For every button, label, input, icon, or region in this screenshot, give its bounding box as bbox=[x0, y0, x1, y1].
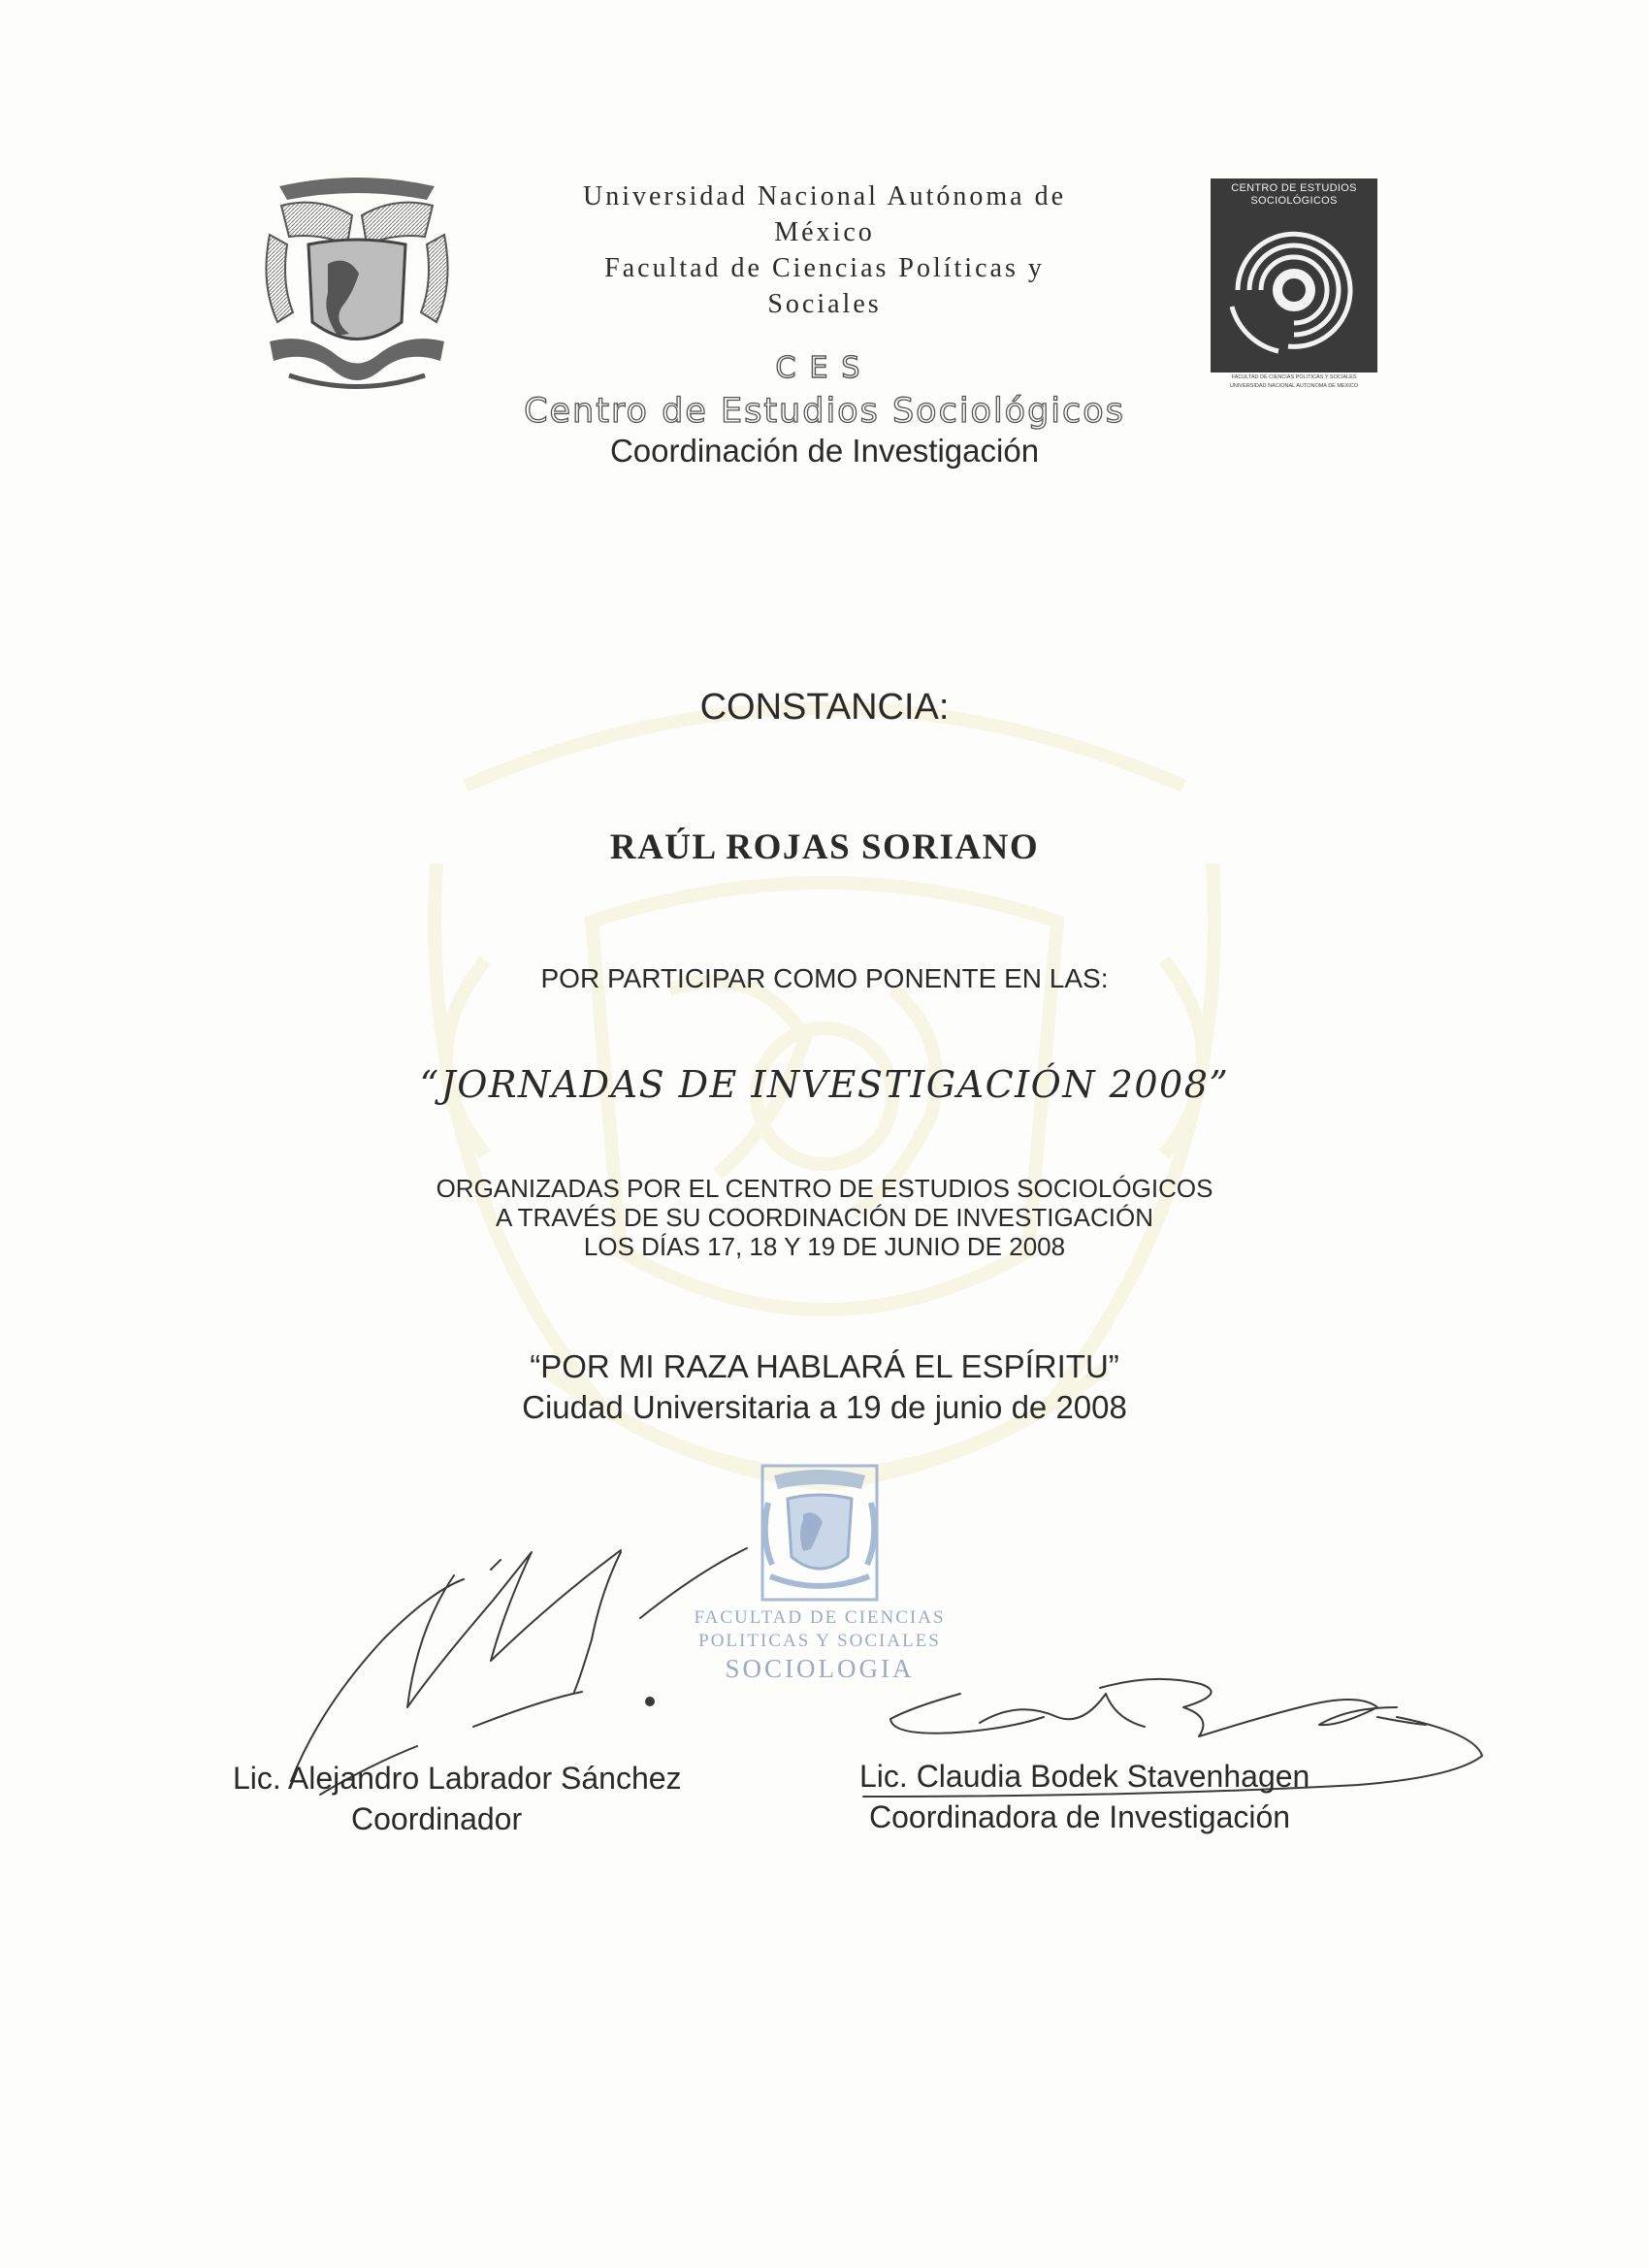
organized-line-2: A TRAVÉS DE SU COORDINACIÓN DE INVESTIGACIÓN bbox=[495, 1203, 1154, 1232]
signature-1-stroke-b bbox=[407, 1550, 621, 1707]
stamp-line-3: SOCIOLOGIA bbox=[725, 1654, 915, 1683]
signature-1-stroke-c bbox=[574, 1552, 621, 1692]
ces-rings-icon bbox=[1211, 178, 1377, 373]
signature-1-stroke-f bbox=[473, 1692, 582, 1727]
signatory-2-role: Coordinadora de Investigación bbox=[869, 1799, 1291, 1834]
coordination-title: Coordinación de Investigación bbox=[609, 433, 1040, 469]
header-line-3: Facultad de Ciencias Políticas y bbox=[604, 253, 1045, 283]
place-and-date: Ciudad Universitaria a 19 de junio de 2008 bbox=[522, 1389, 1127, 1425]
faculty-stamp bbox=[669, 1460, 970, 1693]
ces-logo-fine-2: UNIVERSIDAD NACIONAL AUTÓNOMA DE MÉXICO bbox=[1229, 383, 1359, 389]
signature-1-tick bbox=[491, 1560, 501, 1570]
event-name: “JORNADAS DE INVESTIGACIÓN 2008” bbox=[419, 1063, 1230, 1106]
recipient-name: RAÚL ROJAS SORIANO bbox=[609, 827, 1040, 867]
organized-line-3: LOS DÍAS 17, 18 Y 19 DE JUNIO DE 2008 bbox=[583, 1232, 1066, 1261]
stamp-line-2: POLITICAS Y SOCIALES bbox=[698, 1631, 941, 1651]
certificate-title: CONSTANCIA: bbox=[699, 687, 950, 728]
organized-line-1: ORGANIZADAS POR EL CENTRO DE ESTUDIOS SOCIOLÓGICOS bbox=[436, 1174, 1213, 1203]
signatory-1-role: Coordinador bbox=[351, 1801, 523, 1836]
institution-header bbox=[485, 178, 1164, 322]
ces-abbreviation: CES bbox=[775, 351, 874, 385]
participation-text: POR PARTICIPAR COMO PONENTE EN LAS: bbox=[540, 963, 1109, 993]
ces-logo bbox=[1211, 178, 1377, 402]
header-line-2: México bbox=[774, 217, 875, 247]
signatory-1-name: Lic. Alejandro Labrador Sánchez bbox=[233, 1761, 682, 1796]
signature-2-stroke-d bbox=[1300, 1700, 1397, 1725]
unam-seal-icon bbox=[260, 177, 454, 395]
signature-2-stroke-f bbox=[1377, 1717, 1426, 1725]
signature-2-stroke-b bbox=[980, 1694, 1145, 1727]
stamp-line-1: FACULTAD DE CIENCIAS bbox=[694, 1607, 946, 1628]
ces-full-name: Centro de Estudios Sociológicos bbox=[524, 392, 1125, 431]
signature-2-stroke-c bbox=[1100, 1679, 1300, 1736]
signature-1-stroke-a bbox=[291, 1579, 464, 1781]
ces-logo-title-line-1: CENTRO DE ESTUDIOS bbox=[1231, 182, 1357, 194]
university-motto: “POR MI RAZA HABLARÁ EL ESPÍRITU” bbox=[530, 1348, 1119, 1384]
signatory-2-name: Lic. Claudia Bodek Stavenhagen bbox=[859, 1759, 1310, 1794]
signature-2-stroke-a bbox=[890, 1694, 1044, 1733]
stamp-seal-icon bbox=[755, 1460, 885, 1605]
header-line-1: Universidad Nacional Autónoma de bbox=[582, 181, 1066, 211]
ces-logo-title-line-2: SOCIOLÓGICOS bbox=[1250, 195, 1338, 207]
header-line-4: Sociales bbox=[767, 289, 882, 319]
signature-1-dot bbox=[646, 1698, 654, 1705]
ces-logo-fine-1: FACULTAD DE CIENCIAS POLÍTICAS Y SOCIALES bbox=[1231, 374, 1357, 380]
